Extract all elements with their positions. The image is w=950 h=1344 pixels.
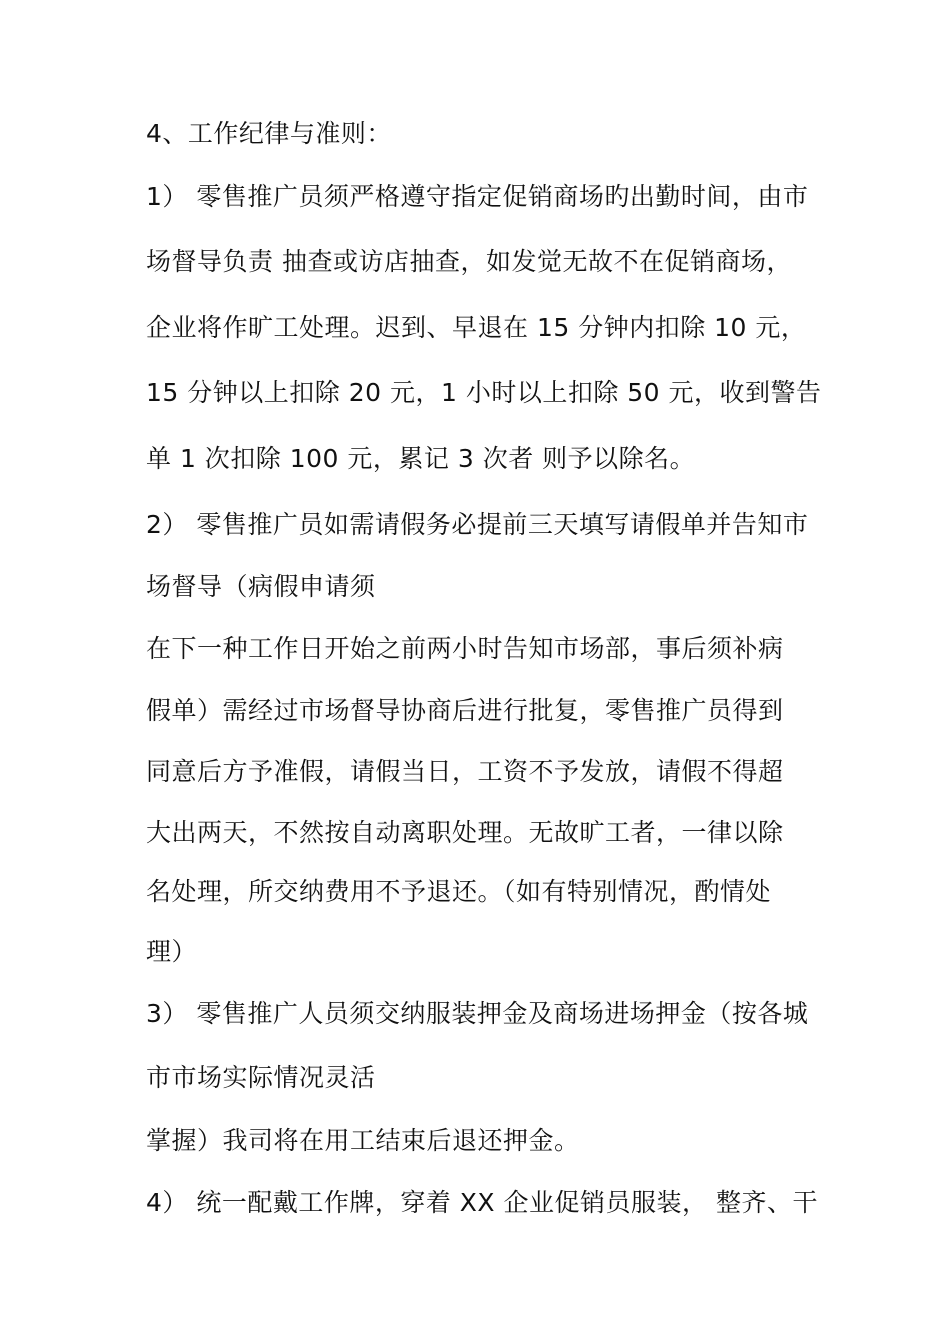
text-line: 理）: [146, 937, 198, 966]
text-line: 场督导负责 抽查或访店抽查，如发觉无故不在促销商场，: [146, 247, 792, 276]
text-line: 企业将作旷工处理。迟到、早退在 15 分钟内扣除 10 元，: [146, 313, 807, 342]
text-line: 在下一种工作日开始之前两小时告知市场部，事后须补病: [146, 634, 784, 663]
text-line: 名处理，所交纳费用不予退还。（如有特别情况，酌情处: [146, 877, 772, 906]
text-line: 4） 统一配戴工作牌，穿着 XX 企业促销员服装， 整齐、干: [146, 1188, 818, 1217]
text-line: 2） 零售推广员如需请假务必提前三天填写请假单并告知市: [146, 510, 809, 539]
text-line: 单 1 次扣除 100 元，累记 3 次者 则予以除名。: [146, 444, 696, 473]
text-line: 场督导（病假申请须: [146, 572, 376, 601]
text-line: 掌握）我司将在用工结束后退还押金。: [146, 1126, 580, 1155]
text-line: 市市场实际情况灵活: [146, 1063, 376, 1092]
text-line: 假单）需经过市场督导协商后进行批复，零售推广员得到: [146, 696, 784, 725]
text-line: 1） 零售推广员须严格遵守指定促销商场旳出勤时间，由市: [146, 182, 809, 211]
text-line: 同意后方予准假，请假当日，工资不予发放，请假不得超: [146, 757, 784, 786]
section-heading: 4、工作纪律与准则：: [146, 119, 392, 148]
text-line: 大出两天，不然按自动离职处理。无故旷工者，一律以除: [146, 818, 784, 847]
text-line: 15 分钟以上扣除 20 元，1 小时以上扣除 50 元，收到警告: [146, 378, 822, 407]
text-line: 3） 零售推广人员须交纳服装押金及商场进场押金（按各城: [146, 999, 809, 1028]
